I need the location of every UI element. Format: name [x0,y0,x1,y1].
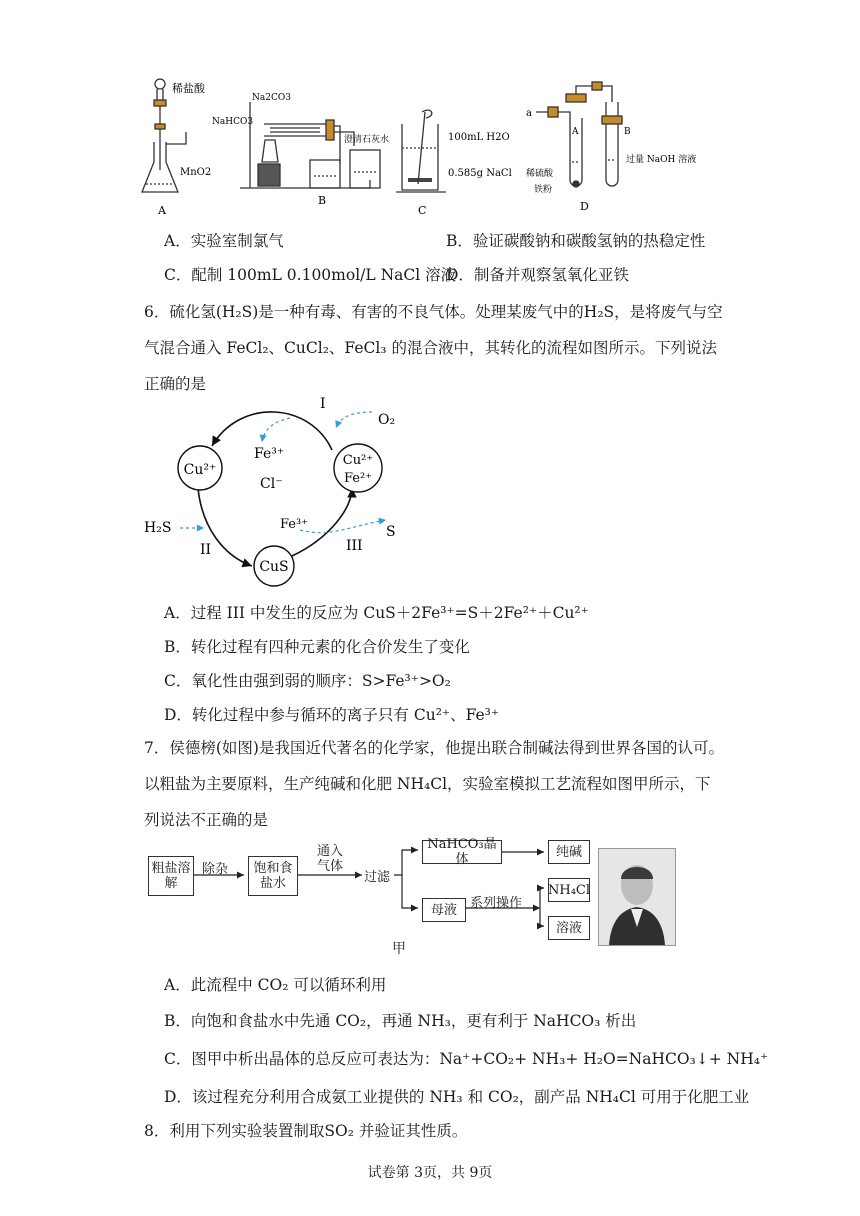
apparatus-d-tube-b-label: B [624,127,631,137]
apparatus-d-tube-a-label: A [572,127,579,137]
label-ii: II [200,542,212,558]
flow-box-soda: 纯碱 [548,840,590,864]
apparatus-b [240,102,380,188]
fe3-out-arrow [262,418,290,442]
flow-step-remove: 除杂 [202,862,229,877]
flow-box-nahco3: NaHCO₃晶体 [422,840,502,864]
apparatus-c-letter: C [418,204,427,217]
portrait-photo [598,848,676,946]
o2-arrow [336,412,372,428]
flow-arrow-7 [540,888,544,908]
apparatus-d-letter: D [580,200,589,213]
portrait-drawing [599,849,675,945]
apparatus-a-letter: A [158,204,166,217]
q5-option-b: B．验证碳酸钠和碳酸氢钠的热稳定性 [446,232,706,250]
q6-option-d: D．转化过程中参与循环的离子只有 Cu²⁺、Fe³⁺ [164,706,500,724]
flow-box-nh4cl: NH₄Cl [548,878,590,902]
q6-option-a: A．过程 III 中发生的反应为 CuS＋2Fe³⁺=S＋2Fe²⁺＋Cu²⁺ [164,604,589,622]
s-label: S [386,524,396,540]
h2s-label: H₂S [144,520,172,536]
q6-option-b: B．转化过程有四种元素的化合价发生了变化 [164,638,470,656]
apparatus-b-beaker-label: 澄清石灰水 [344,135,390,145]
apparatus-a-flask-label: MnO2 [180,167,212,178]
s-arrow [300,520,386,533]
fe3-right-label: Fe³⁺ [280,517,309,532]
apparatus-b-left-label: NaHCO3 [212,117,254,127]
flow-box-solution: 溶液 [548,916,590,940]
label-i: I [320,396,326,412]
center-cl-label: Cl⁻ [260,476,283,492]
flow-caption: 甲 [392,941,406,957]
apparatus-d-reagent-right: 过量 NaOH 溶液 [626,155,697,165]
flow-box-mother-liquor: 母液 [422,898,466,922]
q7-option-b: B．向饱和食盐水中先通 CO₂，再通 NH₃，更有利于 NaHCO₃ 析出 [164,1012,637,1030]
q5-option-d: D．制备并观察氢氧化亚铁 [446,266,629,284]
flow-box-saturated-brine: 饱和食盐水 [248,856,298,896]
node-mix-label-2: Fe²⁺ [343,471,373,486]
o2-label: O₂ [378,412,396,428]
center-fe3-label: Fe³⁺ [254,446,285,462]
q7-option-c: C．图甲中析出晶体的总反应可表达为：Na⁺+CO₂+ NH₃+ H₂O=NaHCO₃↓+ NH₄⁺ [164,1050,769,1068]
cycle-drawing [140,388,420,584]
flow-arrow-8 [540,908,544,926]
apparatus-d-valve-label: a [526,108,532,119]
q7-flowchart [140,838,680,958]
apparatus-d-reagent-left2: 铁粉 [534,185,553,195]
flow-step-gas: 通入气体 [316,844,343,874]
node-mix-label-1: Cu²⁺ [342,453,374,468]
q6-option-c: C．氧化性由强到弱的顺序：S>Fe³⁺>O₂ [164,672,451,690]
flow-arrow-3 [394,850,418,875]
q5-option-a: A．实验室制氯气 [164,232,284,250]
label-iii: III [346,538,363,554]
apparatus-a-label: 稀盐酸 [172,82,205,95]
apparatus-c-water-label: 100mL H2O [448,132,510,143]
flow-step-series: 系列操作 [470,896,523,911]
flow-box-crude-salt: 粗盐溶解 [148,856,194,896]
apparatus-d-reagent-left1: 稀硫酸 [526,169,554,179]
q7-option-a: A．此流程中 CO₂ 可以循环利用 [164,976,387,994]
q5-apparatus-figure [140,72,697,220]
apparatus-c [396,110,446,192]
flow-arrow-4 [402,875,418,908]
q7-option-d: D．该过程充分利用合成氨工业提供的 NH₃ 和 CO₂，副产品 NH₄Cl 可用于化肥工业 [164,1088,750,1106]
apparatus-drawing [140,72,697,220]
cycle-arc-i [212,412,332,450]
q6-cycle-diagram [140,388,420,584]
apparatus-b-top-label: Na2CO3 [252,93,291,103]
apparatus-c-mass-label: 0.585g NaCl [448,168,512,179]
apparatus-b-letter: B [318,194,327,207]
q6-stem: 6．硫化氢(H₂S)是一种有毒、有害的不良气体。处理某废气中的H₂S，是将废气与空气混合通入 FeCl₂、CuCl₂、FeCl₃ 的混合液中，其转化的流程如图所示。下列说法正确的是 [144,303,723,393]
q8-stem: 8．利用下列实验装置制取SO₂ 并验证其性质。 [144,1122,468,1140]
q7-stem: 7．侯德榜(如图)是我国近代著名的化学家，他提出联合制碱法得到世界各国的认可。以粗盐为主要原料，生产纯碱和化肥 NH₄Cl，实验室模拟工艺流程如图甲所示，下列说法不正确的是 [144,739,724,829]
page-footer: 试卷第 3页，共 9页 [367,1165,493,1181]
node-cu-label: Cu²⁺ [183,462,217,478]
flow-step-filter: 过滤 [364,870,391,885]
node-cus-label: CuS [259,559,289,575]
q5-option-c: C．配制 100mL 0.100mol/L NaCl 溶液 [164,266,457,284]
